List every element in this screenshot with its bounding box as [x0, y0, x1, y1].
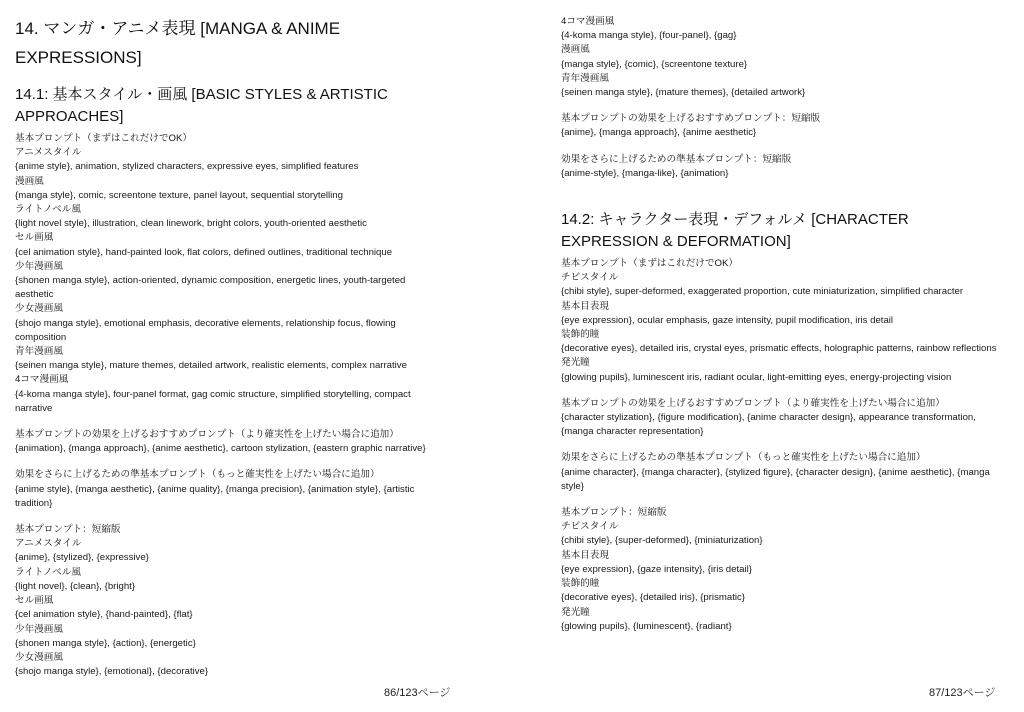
prompt-label: 基本目表現 — [561, 549, 609, 561]
spacer — [561, 141, 1003, 153]
prompt-label: 基本プロンプト（まずはこれだけでOK） — [15, 133, 192, 144]
spacer — [15, 511, 443, 523]
prompt-label: 装飾的瞳 — [561, 578, 600, 590]
prompt-label: 基本プロンプト：短縮版 — [561, 507, 667, 519]
prompt-text: {anime}, {manga approach}, {anime aesthetic} — [561, 127, 757, 139]
prompt-text: {4-koma manga style}, {four-panel}, {gag} — [561, 30, 737, 42]
prompt-label: アニメスタイル — [15, 538, 82, 550]
prompt-text: {character stylization}, {figure modification}, {anime character design}, appearance transformation, {manga character representation} — [561, 412, 976, 438]
prompt-text: {anime character}, {manga character}, {stylized figure}, {character design}, {anime aesthetic}, {manga style} — [561, 466, 990, 492]
prompt-label: 基本プロンプトの効果を上げるおすすめプロンプト（より確実性を上げたい場合に追加） — [15, 429, 399, 441]
prompt-text: {cel animation style}, hand-painted look, flat colors, defined outlines, traditional technique — [15, 246, 393, 258]
prompt-text: {animation}, {manga approach}, {anime aesthetic}, cartoon stylization, {eastern graphic narrative} — [15, 443, 426, 455]
prompt-label: 装飾的瞳 — [561, 329, 600, 341]
page-number: 86/123ページ — [384, 687, 451, 699]
prompt-text: {eye expression}, {gaze intensity}, {iris detail} — [561, 563, 752, 575]
prompt-text: {shonen manga style}, {action}, {energetic} — [15, 637, 196, 649]
prompt-label: 発光瞳 — [561, 606, 590, 618]
prompt-label: 効果をさらに上げるための準基本プロンプト：短縮版 — [561, 153, 792, 165]
prompt-label: 効果をさらに上げるための準基本プロンプト（もっと確実性を上げたい場合に追加） — [561, 452, 926, 464]
prompt-label: 漫画風 — [15, 175, 44, 187]
prompt-label: 少女漫画風 — [15, 303, 63, 315]
prompt-label: 基本目表現 — [561, 300, 609, 312]
subsection-heading: 14.2: キャラクター表現・デフォルメ [CHARACTER EXPRESSION & DEFORMATION] — [561, 211, 909, 251]
prompt-text: {4-koma manga style}, four-panel format, gag comic structure, simplified storytelling, compact narrative — [15, 388, 411, 414]
prompt-text: {anime}, {stylized}, {expressive} — [15, 552, 149, 564]
spacer — [561, 439, 1003, 451]
prompt-text: {chibi style}, {super-deformed}, {miniaturization} — [561, 535, 763, 547]
prompt-label: セル画風 — [15, 595, 54, 607]
prompt-text: {shojo manga style}, emotional emphasis, decorative elements, relationship focus, flowing composition — [15, 317, 396, 343]
prompt-text: {anime style}, {manga aesthetic}, {anime quality}, {manga precision}, {animation style}, {artistic tradition} — [15, 483, 415, 509]
prompt-label: セル画風 — [15, 232, 54, 244]
prompt-text: {light novel style}, illustration, clean linework, bright colors, youth-oriented aesthetic — [15, 218, 367, 230]
prompt-text: {manga style}, comic, screentone texture, panel layout, sequential storytelling — [15, 189, 343, 201]
prompt-label: 効果をさらに上げるための準基本プロンプト（もっと確実性を上げたい場合に追加） — [15, 469, 380, 481]
prompt-text: {decorative eyes}, {detailed iris}, {prismatic} — [561, 592, 745, 604]
prompt-label: ライトノベル風 — [15, 204, 81, 216]
page-86-content — [15, 14, 443, 679]
page-number: 87/123ページ — [929, 687, 996, 699]
prompt-label: チビスタイル — [561, 521, 619, 533]
prompt-label: チビスタイル — [561, 272, 619, 284]
prompt-text: {decorative eyes}, detailed iris, crystal eyes, prismatic effects, holographic patterns, rainbow reflections — [561, 343, 997, 355]
prompt-text: {manga style}, {comic}, {screentone texture} — [561, 58, 748, 70]
prompt-label: 基本プロンプトの効果を上げるおすすめプロンプト：短縮版 — [561, 113, 821, 125]
prompt-label: 少年漫画風 — [15, 623, 63, 635]
prompt-label: ライトノベル風 — [15, 566, 81, 578]
prompt-label: 発光瞳 — [561, 357, 590, 369]
prompt-label: 青年漫画風 — [561, 72, 609, 84]
prompt-label: 4コマ漫画風 — [561, 16, 615, 27]
prompt-text: {shojo manga style}, {emotional}, {decorative} — [15, 666, 209, 678]
subsection-heading: 14.1: 基本スタイル・画風 [BASIC STYLES & ARTISTIC APPROACHES] — [15, 86, 388, 125]
spacer — [561, 100, 1003, 112]
prompt-text: {glowing pupils}, luminescent iris, radiant ocular, light-emitting eyes, energy-projecting vision — [561, 371, 952, 383]
prompt-label: 基本プロンプト（まずはこれだけでOK） — [561, 258, 738, 270]
prompt-label: アニメスタイル — [15, 147, 82, 159]
prompt-text: {chibi style}, super-deformed, exaggerated proportion, cute miniaturization, simplified character — [561, 286, 964, 298]
prompt-label: 少女漫画風 — [15, 651, 63, 663]
section-heading: 14. マンガ・アニメ表現 [MANGA & ANIME EXPRESSIONS] — [15, 19, 341, 67]
prompt-text: {glowing pupils}, {luminescent}, {radiant} — [561, 620, 732, 632]
prompt-label: 基本プロンプトの効果を上げるおすすめプロンプト（より確実性を上げたい場合に追加） — [561, 397, 945, 409]
prompt-text: {anime style}, animation, stylized characters, expressive eyes, simplified features — [15, 161, 359, 173]
prompt-text: {light novel}, {clean}, {bright} — [15, 580, 136, 592]
prompt-text: {shonen manga style}, action-oriented, dynamic composition, energetic lines, youth-targeted aesthetic — [15, 275, 406, 301]
prompt-label: 4コマ漫画風 — [15, 374, 69, 386]
prompt-text: {seinen manga style}, {mature themes}, {detailed artwork} — [561, 87, 806, 99]
prompt-label: 少年漫画風 — [15, 260, 63, 272]
spacer — [561, 385, 1003, 397]
prompt-text: {seinen manga style}, mature themes, detailed artwork, realistic elements, complex narrative — [15, 360, 407, 372]
prompt-text: {cel animation style}, {hand-painted}, {flat} — [15, 609, 193, 621]
spacer — [561, 494, 1003, 506]
prompt-text: {anime-style}, {manga-like}, {animation} — [561, 167, 729, 179]
page-87-content — [561, 15, 1003, 634]
prompt-label: 基本プロンプト：短縮版 — [15, 524, 121, 536]
prompt-label: 漫画風 — [561, 44, 590, 56]
spacer — [15, 456, 443, 468]
prompt-text: {eye expression}, ocular emphasis, gaze intensity, pupil modification, iris detail — [561, 314, 894, 326]
spacer — [15, 416, 443, 428]
prompt-label: 青年漫画風 — [15, 346, 63, 358]
